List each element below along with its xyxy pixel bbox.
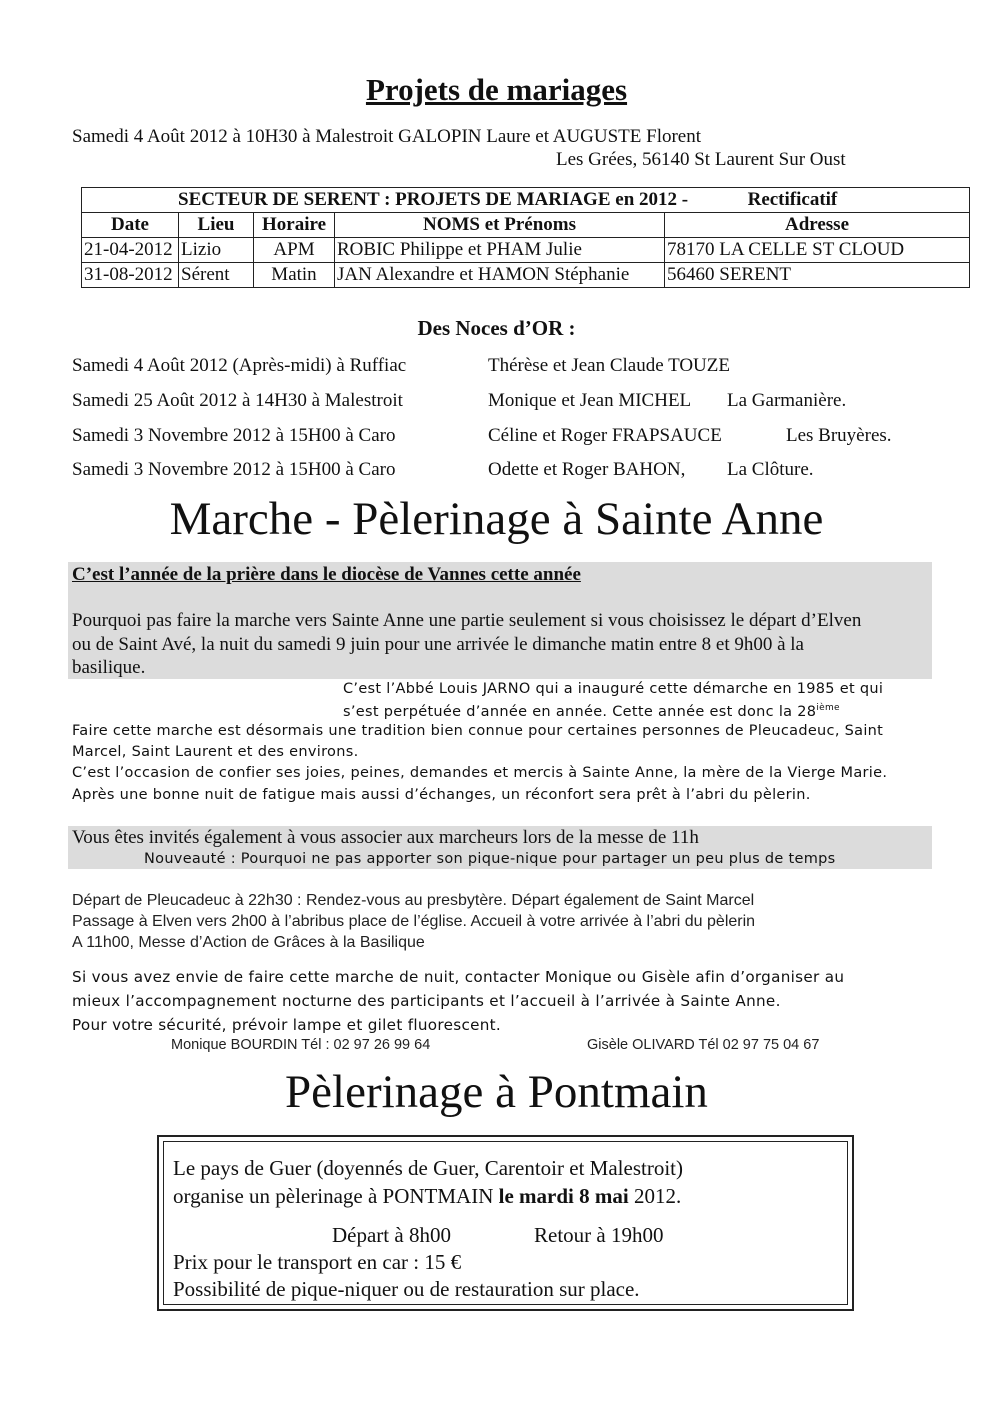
pontmain-repas: Possibilité de pique-niquer ou de restauration sur place. [173,1277,640,1301]
wedding-line: Samedi 4 Août 2012 à 10H30 à Malestroit GALOPIN Laure et AUGUSTE Florent [72,126,702,147]
column-header: Date [82,213,179,238]
depart-line: Départ de Pleucadeuc à 22h30 : Rendez-vous au presbytère. Départ également de Saint Marcel [72,892,755,909]
nouveaute-line: Nouveauté : Pourquoi ne pas apporter son pique-nique pour partager un peu plus de temps [144,851,836,867]
section-subtitle: C’est l’année de la prière dans le diocèse de Vannes cette année [72,564,581,585]
table-row [82,263,970,288]
table-header-row [82,213,970,238]
table-note: Rectificatif [747,189,838,210]
table-cell: Sérent [179,263,254,288]
noces-date: Samedi 3 Novembre 2012 à 15H00 à Caro [72,459,396,480]
section-title: Marche - Pèlerinage à Sainte Anne [169,493,824,545]
noces-place: La Garmanière. [727,390,847,411]
pontmain-depart: Départ à 8h00 [332,1223,451,1247]
table-cell: 56460 SERENT [665,263,970,288]
pontmain-line: Le pays de Guer (doyennés de Guer, Carentoir et Malestroit) [173,1156,683,1180]
column-header: Horaire [254,213,335,238]
noces-couple: Monique et Jean MICHEL [488,390,692,411]
noces-couple: Odette et Roger BAHON, [488,459,686,480]
tradition-line: Après une bonne nuit de fatigue mais aussi d’échanges, un réconfort sera prêt à l’abri du pèlerin. [72,787,811,803]
table-title: SECTEUR DE SERENT : PROJETS DE MARIAGE en 2012 - [178,189,689,210]
pontmain-line: organise un pèlerinage à PONTMAIN le mardi 8 mai 2012. [173,1184,682,1208]
tradition-line: Faire cette marche est désormais une tradition bien connue pour certaines personnes de Pleucadeuc, Saint [72,723,884,739]
history-line: C’est l’Abbé Louis JARNO qui a inauguré cette démarche en 1985 et qui [343,681,884,697]
noces-date: Samedi 4 Août 2012 (Après-midi) à Ruffiac [72,355,407,376]
table-cell: APM [254,238,335,263]
phone-gisele: Gisèle OLIVARD Tél 02 97 75 04 67 [587,1037,820,1053]
depart-line: Passage à Elven vers 2h00 à l’abribus place de l’église. Accueil à votre arrivée à l’abri du pèlerin [72,913,756,930]
noces-date: Samedi 25 Août 2012 à 14H30 à Malestroit [72,390,403,411]
contact-line: mieux l’accompagnement nocturne des participants et l’accueil à l’arrivée à Sainte Anne. [72,992,781,1010]
table-cell: 31-08-2012 [82,263,179,288]
table-cell: Matin [254,263,335,288]
table-row [82,238,970,263]
noces-date: Samedi 3 Novembre 2012 à 15H00 à Caro [72,425,396,446]
page-title: Projets de mariages [365,72,628,107]
depart-line: A 11h00, Messe d’Action de Grâces à la Basilique [72,934,425,951]
tradition-line: Marcel, Saint Laurent et des environs. [72,744,359,760]
table-cell: ROBIC Philippe et PHAM Julie [335,238,665,263]
noces-title: Des Noces d’OR : [417,316,576,340]
history-line: s’est perpétuée d’année en année. Cette année est donc la 28ième [343,703,840,720]
table-cell: JAN Alexandre et HAMON Stéphanie [335,263,665,288]
pontmain-retour: Retour à 19h00 [534,1223,664,1247]
column-header: Adresse [665,213,970,238]
phone-monique: Monique BOURDIN Tél : 02 97 26 99 64 [171,1037,431,1053]
noces-couple: Thérèse et Jean Claude TOUZE [488,355,730,376]
contact-line: Si vous avez envie de faire cette marche de nuit, contacter Monique ou Gisèle afin d’organiser au [72,968,845,986]
noces-place: Les Bruyères. [786,425,892,446]
section-title: Pèlerinage à Pontmain [285,1066,708,1118]
tradition-line: C’est l’occasion de confier ses joies, peines, demandes et mercis à Sainte Anne, la mère de la Vierge Marie. [72,765,888,781]
table-cell: 78170 LA CELLE ST CLOUD [665,238,970,263]
intro-line: ou de Saint Avé, la nuit du samedi 9 juin pour une arrivée le dimanche matin entre 8 et 9h00 à la [72,634,804,655]
intro-line: basilique. [72,657,146,678]
column-header: Lieu [179,213,254,238]
noces-couple: Céline et Roger FRAPSAUCE [488,425,722,446]
table-cell: Lizio [179,238,254,263]
noces-place: La Clôture. [727,459,814,480]
pontmain-box [157,1135,854,1311]
invite-line: Vous êtes invités également à vous associer aux marcheurs lors de la messe de 11h [72,827,699,848]
pontmain-prix: Prix pour le transport en car : 15 € [173,1250,462,1274]
wedding-table [81,187,970,288]
wedding-address: Les Grées, 56140 St Laurent Sur Oust [556,149,846,170]
intro-line: Pourquoi pas faire la marche vers Sainte Anne une partie seulement si vous choisissez le départ d’Elven [72,610,862,631]
table-cell: 21-04-2012 [82,238,179,263]
table-title-row [82,188,970,213]
contact-line: Pour votre sécurité, prévoir lampe et gilet fluorescent. [72,1016,502,1034]
column-header: NOMS et Prénoms [335,213,665,238]
